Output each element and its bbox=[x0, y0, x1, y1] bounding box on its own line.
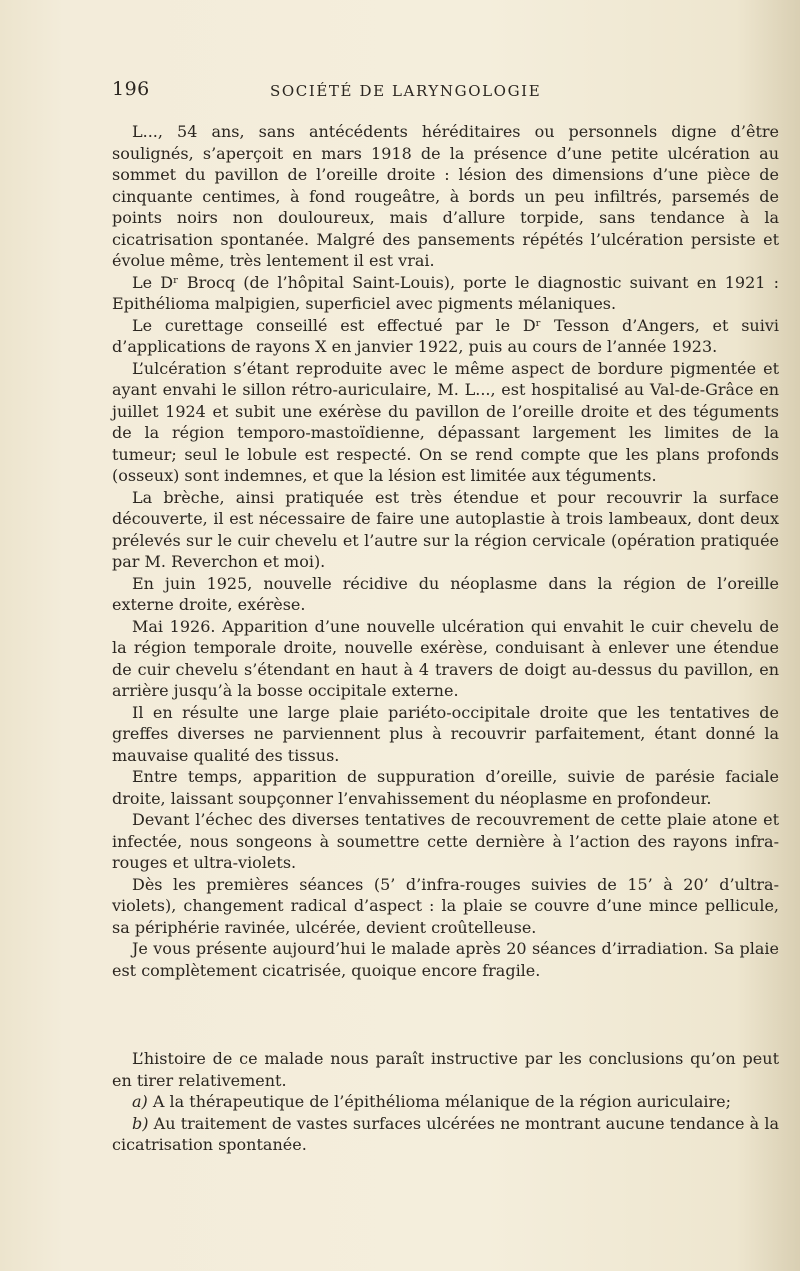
paragraph: La brèche, ainsi pratiquée est très étendue et pour recouvrir la surface découverte, il est nécessaire de faire une autoplastie à trois lambeaux, dont deux prélevés sur le cuir chevelu et l’autre sur la région cervicale (opération pratiquée par M. Reverchon et moi). bbox=[112, 487, 779, 571]
paragraph: L..., 54 ans, sans antécédents héréditaires ou personnels digne d’être soulignés, s’aperçoit en mars 1918 de la présence d’une petite ulcération au sommet du pavillon de l’oreille droite : lésion des dimensions d’une pièce de cinquante centimes, à fond rougeâtre, à bords un peu infiltrés, parsemés de points noirs non douloureux, mais d’allure torpide, sans tendance à la cicatrisation spontanée. Malgré des pansements répétés l’ulcération persiste et évolue même, très lentement il est vrai. bbox=[112, 122, 779, 270]
conclusion-item-marker: a) bbox=[132, 1092, 153, 1111]
paragraph: L’ulcération s’étant reproduite avec le même aspect de bordure pigmentée et ayant envahi le sillon rétro-auriculaire, M. L..., est hospitalisé au Val-de-Grâce en juillet 1924 et subit une exérèse du pavillon de l’oreille droite et des téguments de la région temporo-mastoïdienne, dépassant largement les limites de la tumeur; seul le lobule est respecté. On se rend compte que les plans profonds (osseux) sont indemnes, et que la lésion est limitée aux téguments. bbox=[112, 358, 779, 485]
paragraph: Le curettage conseillé est effectué par le Dʳ Tesson d’Angers, et suivi d’applications de rayons X en janvier 1922, puis au cours de l’année 1923. bbox=[112, 315, 779, 356]
conclusion-item bbox=[112, 1091, 779, 1113]
paragraph: Dès les premières séances (5’ d’infra-rouges suivies de 15’ à 20’ d’ultra-violets), changement radical d’aspect : la plaie se couvre d’une mince pellicule, sa périphérie ravinée, ulcérée, devient croûtelleuse. bbox=[112, 874, 779, 937]
page-header bbox=[112, 78, 762, 104]
paragraph: Entre temps, apparition de suppuration d’oreille, suivie de parésie faciale droite, laissant soupçonner l’envahissement du néoplasme en profondeur. bbox=[112, 767, 779, 808]
conclusion-item-text: A la thérapeutique de l’épithélioma mélanique de la région auriculaire; bbox=[152, 1092, 732, 1111]
conclusions bbox=[112, 1048, 779, 1156]
paragraph: Devant l’échec des diverses tentatives de recouvrement de cette plaie atone et infectée, nous songeons à soumettre cette dernière à l’action des rayons infra-rouges et ultra-violets. bbox=[112, 810, 779, 872]
running-head: SOCIÉTÉ DE LARYNGOLOGIE bbox=[270, 82, 542, 100]
conclusion-item-text: Au traitement de vastes surfaces ulcérées ne montrant aucune tendance à la cicatrisation spontanée. bbox=[112, 1113, 779, 1154]
paragraph: Mai 1926. Apparition d’une nouvelle ulcération qui envahit le cuir chevelu de la région temporale droite, nouvelle exérèse, conduisant à enlever une étendue de cuir chevelu s’étendant en haut à 4 travers de doigt au-dessus du pavillon, en arrière jusqu’à la bosse occipitale externe. bbox=[112, 616, 779, 700]
paragraph: Il en résulte une large plaie pariéto-occipitale droite que les tentatives de greffes diverses ne parviennent plus à recouvrir parfaitement, étant donné la mauvaise qualité des tissus. bbox=[112, 702, 779, 765]
case-report bbox=[112, 121, 779, 981]
paragraph: Le Dʳ Brocq (de l’hôpital Saint-Louis), porte le diagnostic suivant en 1921 : Epithélioma malpigien, superficiel avec pigments mélaniques. bbox=[112, 272, 779, 313]
paragraph: Je vous présente aujourd’hui le malade après 20 séances d’irradiation. Sa plaie est complètement cicatrisée, quoique encore fragile. bbox=[112, 939, 779, 980]
page-number: 196 bbox=[112, 78, 150, 100]
conclusions-intro: L’histoire de ce malade nous paraît instructive par les conclusions qu’on peut en tirer relativement. bbox=[112, 1049, 779, 1090]
conclusion-item bbox=[112, 1113, 779, 1156]
conclusion-item-marker: b) bbox=[132, 1113, 154, 1133]
paragraph: En juin 1925, nouvelle récidive du néoplasme dans la région de l’oreille externe droite, exérèse. bbox=[112, 573, 779, 614]
